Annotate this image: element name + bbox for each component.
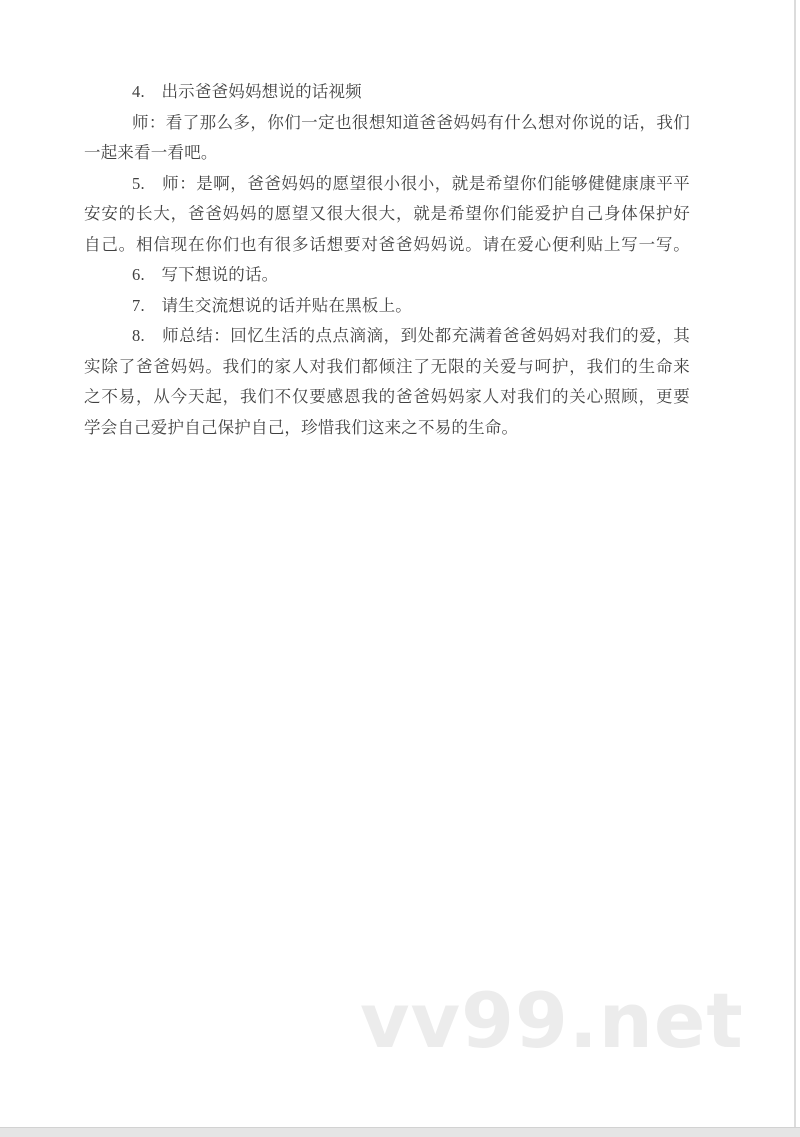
text-line-continuation: 一起来看一看吧。 [84, 143, 218, 162]
text-line-item-8: 8. 师总结：回忆生活的点点滴滴，到处都充满着爸爸妈妈对我们的爱，其 [132, 326, 690, 345]
text-line-continuation: 实除了爸爸妈妈。我们的家人对我们都倾注了无限的关爱与呵护，我们的生命来 [84, 356, 690, 376]
lesson-plan-text [84, 77, 690, 443]
page-bottom-gap [0, 1127, 800, 1137]
text-line-continuation: 安安的长大，爸爸妈妈的愿望又很大很大，就是希望你们能爱护自己身体保护好 [84, 204, 690, 223]
page-right-border [794, 0, 796, 1128]
text-line-continuation: 学会自己爱护自己保护自己，珍惜我们这来之不易的生命。 [84, 417, 519, 437]
text-line-continuation: 之不易，从今天起，我们不仅要感恩我的爸爸妈妈家人对我们的关心照顾，更要 [84, 387, 690, 406]
text-line-item-4: 4. 出示爸爸妈妈想说的话视频 [132, 82, 362, 101]
text-line-continuation: 自己。相信现在你们也有很多话想要对爸爸妈妈说。请在爱心便利贴上写一写。 [84, 234, 690, 254]
text-line-item-7: 7. 请生交流想说的话并贴在黑板上。 [132, 295, 412, 315]
text-line-item-6: 6. 写下想说的话。 [132, 265, 279, 284]
text-line-item-5: 5. 师：是啊，爸爸妈妈的愿望很小很小，就是希望你们能够健健康康平平 [132, 173, 690, 193]
site-watermark: vv99.net [360, 976, 744, 1065]
text-line-teacher-says: 师：看了那么多，你们一定也很想知道爸爸妈妈有什么想对你说的话，我们 [132, 112, 690, 132]
